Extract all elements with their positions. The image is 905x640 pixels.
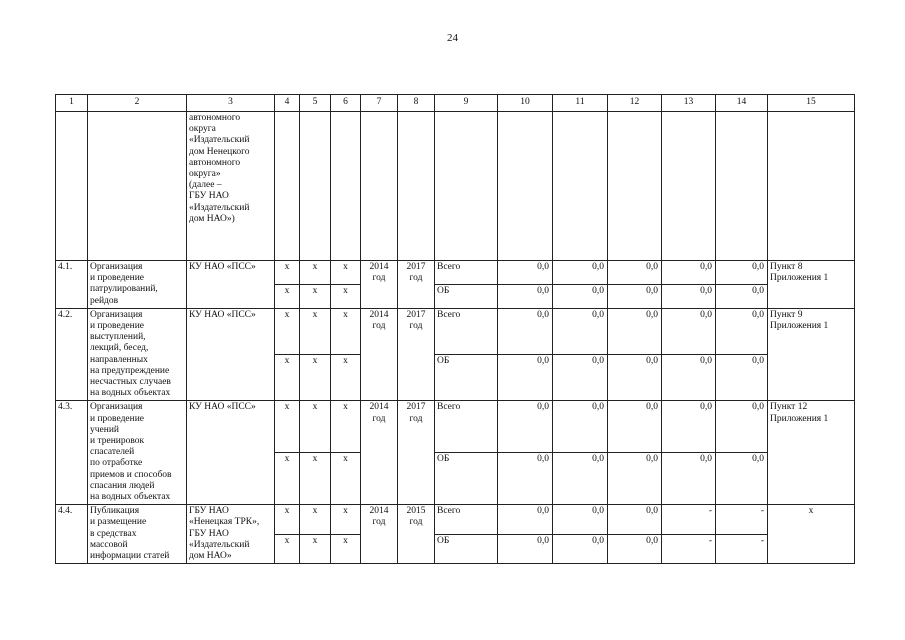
- mark-cell: x: [331, 308, 361, 354]
- amount-cell: 0,0: [553, 401, 608, 453]
- table-row: [56, 505, 855, 535]
- mark-cell: x: [275, 355, 300, 401]
- executor-cell: КУ НАО «ПСС»: [187, 261, 275, 309]
- table-cell: [608, 112, 662, 261]
- reference-cell: Пункт 9 Приложения 1: [768, 308, 855, 401]
- page-number: 24: [447, 32, 458, 44]
- mark-cell: x: [331, 505, 361, 535]
- item-number: 4.1.: [56, 261, 88, 309]
- table-cell: [435, 112, 498, 261]
- header-cell: 8: [398, 95, 435, 112]
- header-cell: 12: [608, 95, 662, 112]
- amount-cell: 0,0: [498, 453, 553, 505]
- amount-cell: 0,0: [553, 534, 608, 564]
- mark-cell: x: [275, 401, 300, 453]
- mark-cell: x: [275, 534, 300, 564]
- funding-source: Всего: [435, 401, 498, 453]
- amount-cell: 0,0: [716, 453, 768, 505]
- table-cell: [716, 112, 768, 261]
- item-number: 4.3.: [56, 401, 88, 505]
- amount-cell: 0,0: [498, 284, 553, 308]
- header-cell: 6: [331, 95, 361, 112]
- amount-cell: 0,0: [553, 308, 608, 354]
- table-cell: [275, 112, 300, 261]
- table-cell: [88, 112, 187, 261]
- continuation-row: [56, 112, 855, 261]
- amount-cell: 0,0: [716, 401, 768, 453]
- amount-cell: 0,0: [662, 284, 716, 308]
- amount-cell: 0,0: [608, 505, 662, 535]
- amount-cell: 0,0: [662, 261, 716, 285]
- header-cell: 1: [56, 95, 88, 112]
- start-year: 2014 год: [361, 261, 398, 309]
- end-year: 2017 год: [398, 261, 435, 309]
- mark-cell: x: [331, 261, 361, 285]
- table-cell: [56, 112, 88, 261]
- measures-table: [55, 94, 855, 564]
- funding-source: ОБ: [435, 355, 498, 401]
- header-cell: 7: [361, 95, 398, 112]
- amount-cell: 0,0: [716, 355, 768, 401]
- table-row: [56, 261, 855, 285]
- table-cell: [662, 112, 716, 261]
- measure-name: Организация и проведение выступлений, лекций, бесед, направленных на предупреждение несчастных случаев на водных объектах: [88, 308, 187, 401]
- funding-source: ОБ: [435, 534, 498, 564]
- funding-source: Всего: [435, 505, 498, 535]
- amount-cell: 0,0: [498, 261, 553, 285]
- mark-cell: x: [331, 534, 361, 564]
- executor-cell: ГБУ НАО «Ненецкая ТРК», ГБУ НАО «Издательский дом НАО»: [187, 505, 275, 564]
- funding-source: ОБ: [435, 453, 498, 505]
- start-year: 2014 год: [361, 308, 398, 401]
- amount-cell: 0,0: [498, 308, 553, 354]
- header-cell: 15: [768, 95, 855, 112]
- mark-cell: x: [300, 534, 331, 564]
- mark-cell: x: [331, 401, 361, 453]
- executor-cell: КУ НАО «ПСС»: [187, 308, 275, 401]
- end-year: 2017 год: [398, 308, 435, 401]
- mark-cell: x: [300, 453, 331, 505]
- amount-cell: 0,0: [716, 284, 768, 308]
- amount-cell: 0,0: [608, 355, 662, 401]
- item-number: 4.4.: [56, 505, 88, 564]
- amount-cell: 0,0: [608, 453, 662, 505]
- mark-cell: x: [275, 505, 300, 535]
- table-cell: [361, 112, 398, 261]
- header-cell: 11: [553, 95, 608, 112]
- mark-cell: x: [300, 284, 331, 308]
- amount-cell: 0,0: [716, 308, 768, 354]
- table-cell: [498, 112, 553, 261]
- amount-cell: 0,0: [553, 261, 608, 285]
- amount-cell: -: [662, 505, 716, 535]
- header-cell: 2: [88, 95, 187, 112]
- amount-cell: 0,0: [608, 534, 662, 564]
- amount-cell: -: [716, 505, 768, 535]
- mark-cell: x: [300, 261, 331, 285]
- reference-cell: Пункт 8 Приложения 1: [768, 261, 855, 309]
- table-cell: [398, 112, 435, 261]
- amount-cell: 0,0: [553, 355, 608, 401]
- mark-cell: x: [331, 453, 361, 505]
- amount-cell: 0,0: [498, 401, 553, 453]
- item-number: 4.2.: [56, 308, 88, 401]
- header-cell: 9: [435, 95, 498, 112]
- header-cell: 4: [275, 95, 300, 112]
- amount-cell: -: [662, 534, 716, 564]
- mark-cell: x: [331, 284, 361, 308]
- executor-cell: КУ НАО «ПСС»: [187, 401, 275, 505]
- mark-cell: x: [300, 401, 331, 453]
- measure-name: Организация и проведение учений и тренировок спасателей по отработке приемов и способов спасания людей на водных объектах: [88, 401, 187, 505]
- reference-cell: Пункт 12 Приложения 1: [768, 401, 855, 505]
- amount-cell: 0,0: [553, 284, 608, 308]
- mark-cell: x: [331, 355, 361, 401]
- measure-name: Организация и проведение патрулирований, рейдов: [88, 261, 187, 309]
- amount-cell: 0,0: [608, 401, 662, 453]
- header-cell: 14: [716, 95, 768, 112]
- header-cell: 5: [300, 95, 331, 112]
- amount-cell: 0,0: [553, 453, 608, 505]
- mark-cell: x: [300, 505, 331, 535]
- measure-name: Публикация и размещение в средствах массовой информации статей: [88, 505, 187, 564]
- table-cell: [768, 112, 855, 261]
- table-cell: [331, 112, 361, 261]
- header-cell: 10: [498, 95, 553, 112]
- amount-cell: 0,0: [716, 261, 768, 285]
- amount-cell: 0,0: [498, 355, 553, 401]
- mark-cell: x: [275, 261, 300, 285]
- mark-cell: x: [275, 453, 300, 505]
- amount-cell: 0,0: [608, 261, 662, 285]
- amount-cell: -: [716, 534, 768, 564]
- header-cell: 3: [187, 95, 275, 112]
- table-row: [56, 308, 855, 354]
- start-year: 2014 год: [361, 505, 398, 564]
- start-year: 2014 год: [361, 401, 398, 505]
- amount-cell: 0,0: [608, 308, 662, 354]
- table-row: [56, 401, 855, 453]
- mark-cell: x: [300, 308, 331, 354]
- mark-cell: x: [275, 284, 300, 308]
- amount-cell: 0,0: [498, 534, 553, 564]
- amount-cell: 0,0: [553, 505, 608, 535]
- amount-cell: 0,0: [608, 284, 662, 308]
- table-cell: [300, 112, 331, 261]
- amount-cell: 0,0: [662, 355, 716, 401]
- end-year: 2017 год: [398, 401, 435, 505]
- executor-cell: автономного округа «Издательский дом Ненецкого автономного округа» (далее – ГБУ НАО «Издательский дом НАО»): [187, 112, 275, 261]
- funding-source: Всего: [435, 261, 498, 285]
- header-cell: 13: [662, 95, 716, 112]
- amount-cell: 0,0: [662, 401, 716, 453]
- mark-cell: x: [300, 355, 331, 401]
- reference-cell: x: [768, 505, 855, 564]
- amount-cell: 0,0: [662, 308, 716, 354]
- mark-cell: x: [275, 308, 300, 354]
- amount-cell: 0,0: [498, 505, 553, 535]
- funding-source: ОБ: [435, 284, 498, 308]
- amount-cell: 0,0: [662, 453, 716, 505]
- funding-source: Всего: [435, 308, 498, 354]
- end-year: 2015 год: [398, 505, 435, 564]
- table-cell: [553, 112, 608, 261]
- header-row: [56, 95, 855, 112]
